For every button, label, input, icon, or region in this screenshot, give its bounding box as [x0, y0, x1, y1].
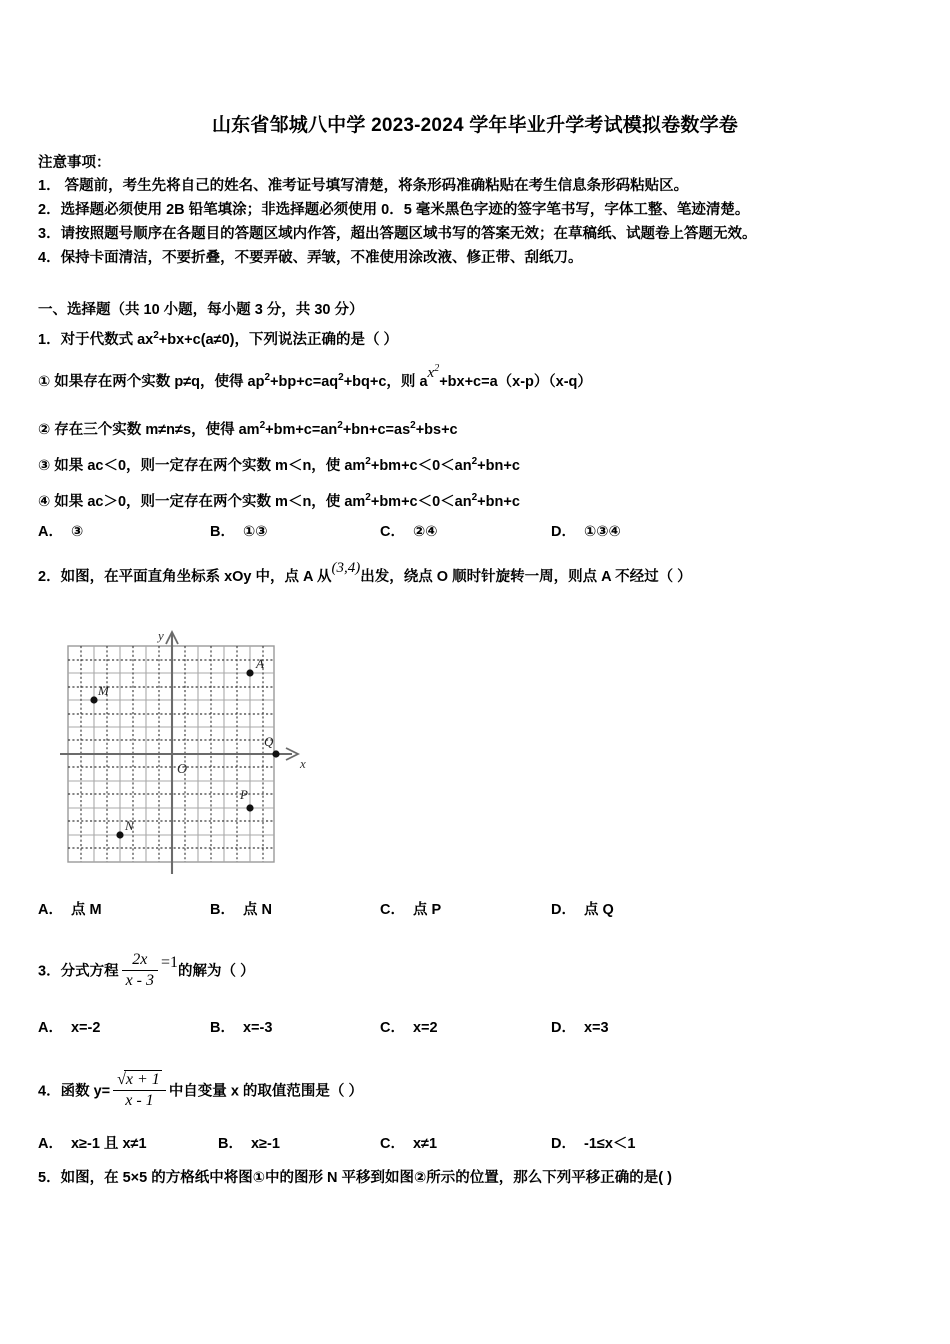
q2-option-a[interactable] — [38, 898, 102, 919]
notice-line-2: 2．选择题必须使用 2B 铅笔填涂；非选择题必须使用 0．5 毫米黑色字迹的签字笔书写，字体工整、笔迹清楚。 — [38, 202, 750, 218]
question-4-options — [38, 1132, 918, 1154]
q1-option-b-label: B． — [210, 524, 235, 540]
q1-item1-raised-x — [428, 365, 440, 381]
q1-stem-suffix: +bx+c(a≠0)，下列说法正确的是（ ） — [158, 331, 398, 348]
q4-radical — [117, 1071, 162, 1089]
q1-stem-exponent: 2 — [153, 330, 159, 341]
q4-option-c[interactable] — [380, 1132, 437, 1153]
notice-line-3: 3．请按照题号顺序在各题目的答题区域内作答，超出答题区域书写的答案无效；在草稿纸、试题卷上答题无效。 — [38, 226, 757, 242]
page-title: 山东省邹城八中学 2023-2024 学年毕业升学考试模拟卷数学卷 — [211, 115, 739, 136]
q1-item2-exp-2: 2 — [337, 420, 343, 431]
notice-line-1: 1． 答题前，考生先将自己的姓名、准考证号填写清楚，将条形码准确粘贴在考生信息条形码粘贴区。 — [38, 178, 689, 194]
q1-option-a[interactable] — [38, 520, 83, 541]
q3-option-b[interactable] — [210, 1016, 272, 1037]
q1-item3-part-a: ③ 如果 ac＜0，则一定存在两个实数 m＜n，使 am — [38, 457, 366, 474]
q2-option-c-text: 点 P — [412, 902, 442, 918]
question-1-item-3 — [38, 452, 520, 476]
q3-option-b-text: x=-3 — [242, 1020, 273, 1036]
q2-option-d-label: D． — [551, 902, 576, 918]
point-a-label: A — [256, 656, 264, 671]
q4-option-a[interactable] — [38, 1132, 147, 1153]
q1-item4-exp-2: 2 — [471, 492, 478, 503]
q3-stem-part-a: 3．分式方程 — [38, 963, 119, 980]
q3-option-c-label: C． — [380, 1020, 405, 1036]
q2-stem-coordinate: (3,4) — [331, 560, 361, 576]
q1-option-d-text: ①③④ — [583, 524, 621, 540]
question-2-stem — [38, 560, 692, 587]
q1-item1-part-d: +bx+c=a（x-p）（x-q） — [439, 374, 592, 390]
coordinate-grid-svg — [60, 626, 310, 876]
q2-stem-part-a: 2．如图，在平面直角坐标系 xOy 中，点 A 从 — [38, 569, 332, 585]
q1-item1-raised-exp: 2 — [434, 363, 440, 374]
point-q-marker — [272, 750, 279, 757]
q3-option-c-text: x=2 — [412, 1020, 438, 1036]
q2-option-b-text: 点 N — [242, 902, 272, 918]
point-n-marker — [116, 831, 123, 838]
q1-item1-exp-1: 2 — [264, 372, 271, 384]
q1-option-c-label: C． — [380, 524, 405, 540]
q1-item2-exp-3: 2 — [410, 420, 416, 431]
q3-option-a-text: x=-2 — [70, 1020, 101, 1036]
q1-item3-part-b: +bm+c＜0＜an — [370, 457, 472, 474]
q1-option-c-text: ②④ — [412, 524, 438, 540]
q1-item1-raised-base: x — [427, 365, 435, 381]
x-axis-label: x — [300, 756, 306, 771]
q1-item2-part-d: +bs+c — [415, 421, 458, 438]
q4-option-a-label: A． — [38, 1136, 63, 1152]
question-1-item-1 — [38, 363, 592, 392]
q2-option-b[interactable] — [210, 898, 272, 919]
q3-option-a-label: A． — [38, 1020, 63, 1036]
q2-option-c[interactable] — [380, 898, 441, 919]
q3-option-b-label: B． — [210, 1020, 235, 1036]
question-4-stem — [38, 1072, 363, 1112]
q1-stem-prefix: 1．对于代数式 ax — [38, 331, 154, 348]
q1-item2-part-b: +bm+c=an — [265, 421, 338, 438]
q3-equals: =1 — [161, 953, 179, 971]
question-3-options — [38, 1016, 918, 1038]
q1-item4-part-a: ④ 如果 ac＞0，则一定存在两个实数 m＜n，使 am — [38, 493, 366, 510]
coordinate-grid-figure — [60, 626, 310, 876]
q1-item2-part-a: ② 存在三个实数 m≠n≠s，使得 am — [38, 421, 260, 438]
point-p-marker — [246, 804, 253, 811]
q4-fraction — [113, 1071, 166, 1111]
question-1-item-2 — [38, 416, 458, 440]
q1-item3-part-c: +bn+c — [477, 457, 520, 474]
q3-option-d-text: x=3 — [583, 1020, 609, 1036]
q3-option-d[interactable] — [551, 1016, 609, 1037]
notice-heading: 注意事项： — [38, 155, 111, 171]
q1-option-b-text: ①③ — [242, 524, 268, 540]
q2-option-a-label: A． — [38, 902, 63, 918]
q1-item4-part-c: +bn+c — [477, 493, 520, 510]
q3-fraction — [122, 951, 158, 991]
q1-option-a-label: A． — [38, 524, 63, 540]
point-m-marker — [90, 696, 97, 703]
q1-item1-part-c: +bq+c，则 a — [343, 374, 428, 390]
q2-option-a-text: 点 M — [70, 902, 102, 918]
q1-option-c[interactable] — [380, 520, 438, 541]
q1-item3-exp-1: 2 — [365, 456, 371, 467]
question-5-stem: 5．如图，在 5×5 的方格纸中将图①中的图形 N 平移到如图②所示的位置，那么下列平移正确的是( ) — [38, 1170, 672, 1186]
q3-fraction-numerator: 2x — [132, 951, 148, 968]
q3-option-a[interactable] — [38, 1016, 100, 1037]
point-a-marker — [246, 669, 253, 676]
q4-option-a-text: x≥-1 且 x≠1 — [70, 1136, 147, 1152]
q2-option-c-label: C． — [380, 902, 405, 918]
point-p-label: P — [240, 787, 248, 802]
q1-option-b[interactable] — [210, 520, 268, 541]
q1-option-d-label: D． — [551, 524, 576, 540]
q1-item1-exp-2: 2 — [338, 372, 344, 384]
q4-fraction-numerator — [113, 1071, 166, 1090]
q2-option-d-text: 点 Q — [583, 902, 614, 918]
question-3-stem — [38, 952, 255, 992]
q4-option-c-label: C． — [380, 1136, 405, 1152]
q4-option-b-label: B． — [218, 1136, 243, 1152]
q3-fraction-denominator: x - 3 — [122, 970, 158, 990]
q4-radicand: x + 1 — [125, 1071, 160, 1088]
point-q-label: Q — [264, 734, 274, 749]
origin-label: O — [177, 762, 188, 777]
point-m-label: M — [98, 683, 109, 698]
q3-option-c[interactable] — [380, 1016, 438, 1037]
question-1-stem — [38, 326, 398, 350]
q4-fraction-denominator: x - 1 — [113, 1090, 166, 1110]
point-n-label: N — [125, 818, 134, 833]
q1-item4-exp-1: 2 — [365, 492, 371, 503]
radical-sign-icon: √ — [117, 1071, 126, 1088]
q2-option-b-label: B． — [210, 902, 235, 918]
q1-item4-part-b: +bm+c＜0＜an — [370, 493, 472, 510]
q1-item2-part-c: +bn+c=as — [342, 421, 411, 438]
q4-option-d-text: -1≤x＜1 — [583, 1136, 636, 1152]
question-1-options — [38, 520, 918, 542]
q1-item3-exp-2: 2 — [471, 456, 478, 467]
question-1-item-4 — [38, 488, 520, 512]
q2-stem-part-b: 出发，绕点 O 顺时针旋转一周，则点 A 不经过（ ） — [360, 569, 692, 585]
question-2-options — [38, 898, 918, 920]
notice-block — [38, 152, 918, 270]
q1-item1-part-b: +bp+c=aq — [270, 374, 339, 390]
q3-option-d-label: D． — [551, 1020, 576, 1036]
q1-option-d[interactable] — [551, 520, 621, 541]
q4-option-b[interactable] — [218, 1132, 280, 1153]
q4-option-c-text: x≠1 — [412, 1136, 438, 1152]
q2-option-d[interactable] — [551, 898, 614, 919]
q3-stem-part-b: 的解为（ ） — [178, 963, 255, 980]
section-heading-choice: 一、选择题（共 10 小题，每小题 3 分，共 30 分） — [38, 302, 364, 318]
q1-item2-exp-1: 2 — [259, 420, 266, 431]
q4-option-b-text: x≥-1 — [250, 1136, 280, 1152]
q1-option-a-text: ③ — [70, 524, 84, 540]
q4-option-d[interactable] — [551, 1132, 635, 1153]
q1-item1-part-a: ① 如果存在两个实数 p≠q，使得 ap — [38, 374, 265, 390]
notice-line-4: 4．保持卡面清洁，不要折叠，不要弄破、弄皱，不准使用涂改液、修正带、刮纸刀。 — [38, 250, 583, 266]
y-axis-label: y — [158, 628, 164, 643]
q4-stem-part-b: 中自变量 x 的取值范围是（ ） — [168, 1083, 363, 1100]
q4-option-d-label: D． — [551, 1136, 576, 1152]
q4-stem-part-a: 4．函数 y= — [38, 1083, 111, 1100]
